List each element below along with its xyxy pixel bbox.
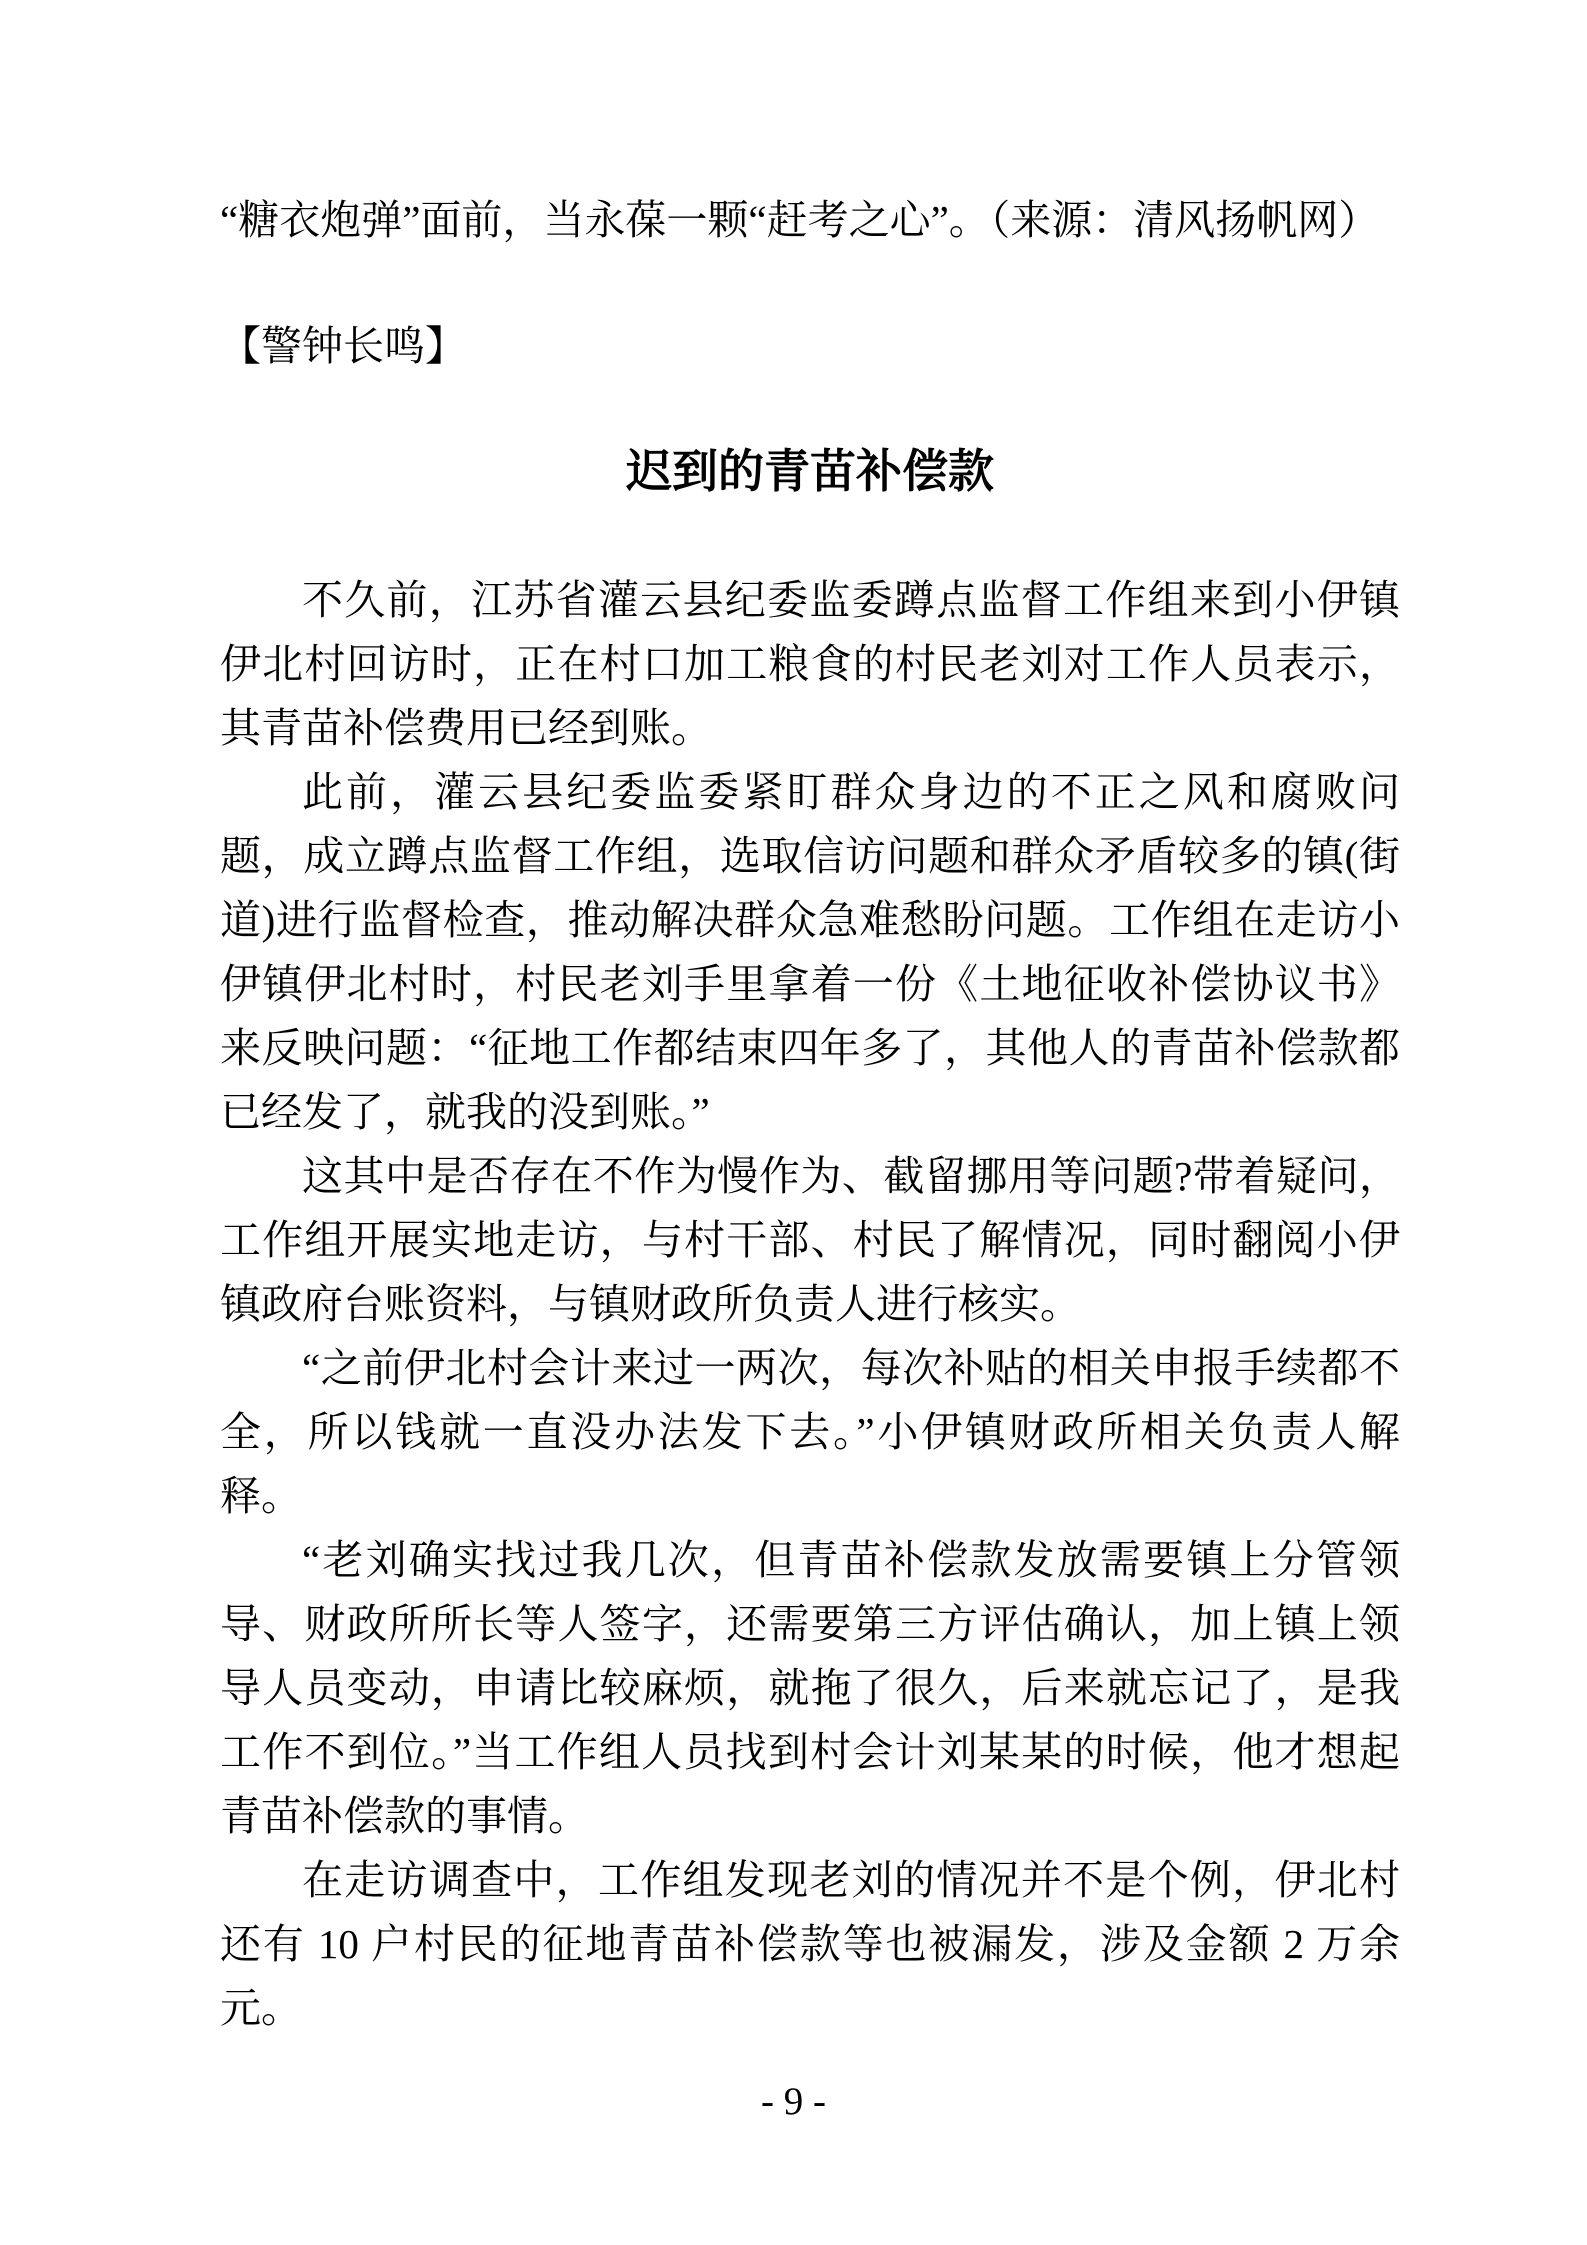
body-paragraph: “老刘确实找过我几次，但青苗补偿款发放需要镇上分管领导、财政所所长等人签字，还需要第三方评估确认，加上镇上领导人员变动，申请比较麻烦，就拖了很久，后来就忘记了，是我工作不到位。”当工作组人员找到村会计刘某某的时候，他才想起青苗补偿款的事情。 bbox=[220, 1537, 1400, 1839]
body-paragraph: 这其中是否存在不作为慢作为、截留挪用等问题?带着疑问，工作组开展实地走访，与村干部、村民了解情况，同时翻阅小伊镇政府台账资料，与镇财政所负责人进行核实。 bbox=[220, 1153, 1400, 1327]
body-paragraph: 不久前，江苏省灌云县纪委监委蹲点监督工作组来到小伊镇伊北村回访时，正在村口加工粮食的村民老刘对工作人员表示，其青苗补偿费用已经到账。 bbox=[220, 577, 1400, 751]
body-paragraph: “之前伊北村会计来过一两次，每次补贴的相关申报手续都不全，所以钱就一直没办法发下去。”小伊镇财政所相关负责人解释。 bbox=[220, 1345, 1400, 1519]
body-paragraph: 此前，灌云县纪委监委紧盯群众身边的不正之风和腐败问题，成立蹲点监督工作组，选取信访问题和群众矛盾较多的镇(街道)进行监督检查，推动解决群众急难愁盼问题。工作组在走访小伊镇伊北村时，村民老刘手里拿着一份《土地征收补偿协议书》来反映问题：“征地工作都结束四年多了，其他人的青苗补偿款都已经发了，就我的没到账。” bbox=[220, 769, 1400, 1135]
page-number: - 9 - bbox=[761, 2080, 826, 2123]
continuation-paragraph: “糖衣炮弹”面前，当永葆一颗“赶考之心”。（来源：清风扬帆网） bbox=[220, 197, 1380, 243]
body-paragraph: 在走访调查中，工作组发现老刘的情况并不是个例，伊北村还有 10 户村民的征地青苗补偿款等也被漏发，涉及金额 2 万余元。 bbox=[220, 1857, 1400, 2031]
article-title: 迟到的青苗补偿款 bbox=[626, 446, 994, 497]
section-label: 【警钟长鸣】 bbox=[220, 323, 466, 369]
